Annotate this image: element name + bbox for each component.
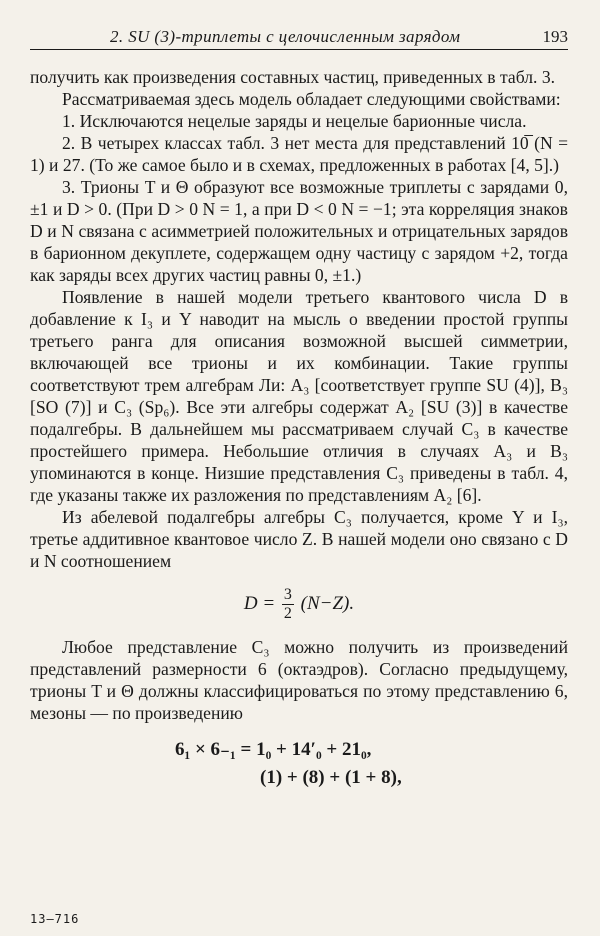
paragraph-abelian-subalgebra: Из абелевой подалгебры алгебры C₃ получается, кроме Y и I₃, третье аддитивное квантовое число Z. В нашей модели оно связано с D и N соотношением bbox=[30, 507, 568, 571]
paragraph-continuation: получить как произведения составных частиц, приведенных в табл. 3. bbox=[30, 67, 556, 87]
formula-equals: = bbox=[262, 593, 276, 614]
decomposition-line-2: (1) + (8) + (1 + 8), bbox=[260, 767, 402, 788]
formula-numerator: 3 bbox=[283, 586, 292, 604]
formula-d-n-z bbox=[30, 572, 568, 636]
formula-denominator: 2 bbox=[283, 605, 292, 623]
page-number: 193 bbox=[542, 27, 568, 46]
paragraph-properties-intro: Рассматриваемая здесь модель обладает следующими свойствами: bbox=[62, 89, 561, 109]
signature-mark: 13—716 bbox=[30, 912, 80, 926]
running-header bbox=[30, 27, 568, 50]
paragraph-property-2: 2. В четырех классах табл. 3 нет места для представлений 10̅ (N = 1) и 27. (То же самое было и в схемах, предложенных в работах [4, 5].) bbox=[30, 133, 568, 175]
paragraph-representations: Любое представление C₃ можно получить из произведений представлений размерности 6 (октаэдров). Согласно предыдущему, трионы T и Θ должны классифицироваться по этому представлению 6, мезоны — по произведению bbox=[30, 637, 568, 723]
chapter-title: 2. SU (3)-триплеты с целочисленным зарядом bbox=[110, 27, 461, 46]
paragraph-property-3: 3. Трионы T и Θ образуют все возможные триплеты с зарядами 0, ±1 и D > 0. (При D > 0 N = 1, а при D < 0 N = −1; эта корреляция знаков D и N связана с асимметрией положительных и отрицательных зарядов в барионном декуплете, содержащем одну частицу с зарядом +2, тогда как заряды всех других частиц равны 0, ±1.) bbox=[30, 177, 568, 285]
formula-rhs: (N−Z). bbox=[300, 593, 355, 614]
formula-fraction bbox=[282, 586, 294, 623]
decomposition-line-1: 6₁ × 6₋₁ = 1₀ + 14′₀ + 21₀, bbox=[175, 739, 372, 760]
paragraph-third-quantum-number: Появление в нашей модели третьего квантового числа D в добавление к I₃ и Y наводит на мысль о введении простой группы третьего ранга для описания возможной высшей симметрии, включающей все трионы и их комбинации. Такие группы соответствуют трем алгебрам Ли: A₃ [соответствует группе SU (4)], B₃ [SO (7)] и C₃ (Sp₆). Все эти алгебры содержат A₂ [SU (3)] в качестве подалгебры. В дальнейшем мы рассматриваем случай C₃ в качестве простейшего примера. Небольшие отличия в случаях A₃ и B₃ упоминаются в конце. Низшие представления C₃ приведены в табл. 4, где указаны также их разложения по представлениям A₂ [6]. bbox=[30, 287, 568, 505]
body-text bbox=[30, 66, 568, 792]
product-decomposition bbox=[30, 736, 568, 792]
formula-lhs: D bbox=[243, 593, 258, 614]
paragraph-property-1: 1. Исключаются нецелые заряды и нецелые барионные числа. bbox=[62, 111, 527, 131]
